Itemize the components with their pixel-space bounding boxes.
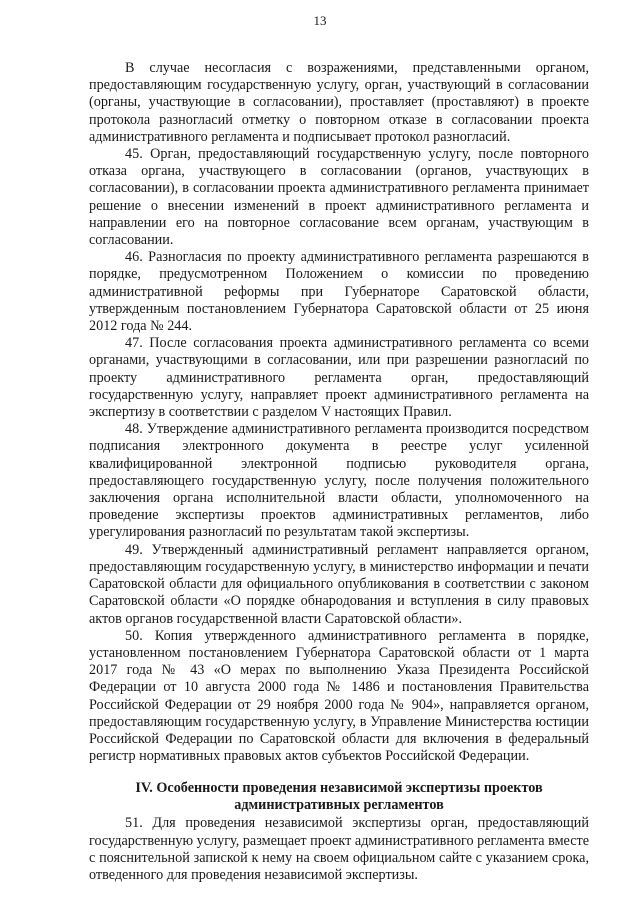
document-body (89, 60, 589, 884)
paragraph-disagreement: В случае несогласия с возражениями, представленными органом, предоставляющим государственную услугу, орган, участвующий в согласовании (органы, участвующие в согласовании), проставляет (проставляют) в проекте протокола разногласий отметку о повторном отказе в согласовании проекта административного регламента и подписывает протокол разногласий. (89, 60, 589, 145)
paragraph-45: 45. Орган, предоставляющий государственную услугу, после повторного отказа органа, участвующего в согласовании (органов, участвующих в согласовании), в согласовании проекта административного регламента принимает решение о внесении изменений в проект административного регламента и направлении его на повторное согласование всем органам, участвующим в согласовании. (89, 146, 589, 249)
paragraph-46: 46. Разногласия по проекту административного регламента разрешаются в порядке, предусмотренном Положением о комиссии по проведению административной реформы при Губернаторе Саратовской области, утвержденным постановлением Губернатора Саратовской области от 25 июня 2012 года № 244. (89, 249, 589, 335)
paragraph-49: 49. Утвержденный административный регламент направляется органом, предоставляющим государственную услугу, в министерство информации и печати Саратовской области для официального опубликования в соответствии с законом Саратовской области «О порядке обнародования и вступления в силу правовых актов органов государственной власти Саратовской области». (89, 541, 589, 627)
paragraph-51: 51. Для проведения независимой экспертизы орган, предоставляющий государственную услугу, размещает проект административного регламента вместе с пояснительной запиской к нему на своем официальном сайте с указанием срока, отведенного для проведения независимой экспертизы. (89, 815, 589, 883)
paragraph-47: 47. После согласования проекта административного регламента со всеми органами, участвующими в согласовании, или при разрешении разногласий по проекту административного регламента орган, предоставляющий государственную услугу, направляет проект административного регламента на экспертизу в соответствии с разделом V настоящих Правил. (89, 335, 589, 421)
page-number: 13 (313, 13, 327, 28)
section-heading: IV. Особенности проведения независимой экспертизы проектов административных регламентов (135, 780, 543, 814)
paragraph-50: 50. Копия утвержденного административного регламента в порядке, установленном постановлением Губернатора Саратовской области от 1 марта 2017 года № 43 «О мерах по выполнению Указа Президента Российской Федерации от 10 августа 2000 года № 1486 и постановления Правительства Российской Федерации от 29 ноября 2000 года № 904», направляется органом, предоставляющим государственную услугу, в Управление Министерства юстиции Российской Федерации по Саратовской области для включения в федеральный регистр нормативных правовых актов субъектов Российской Федерации. (89, 627, 589, 765)
paragraph-48: 48. Утверждение административного регламента производится посредством подписания электронного документа в реестре услуг усиленной квалифицированной электронной подписью руководителя органа, предоставляющего государственную услугу, после получения положительного заключения органа исполнительной власти области, уполномоченного на проведение экспертизы проектов административных регламентов, либо урегулирования разногласий по результатам такой экспертизы. (89, 421, 589, 541)
